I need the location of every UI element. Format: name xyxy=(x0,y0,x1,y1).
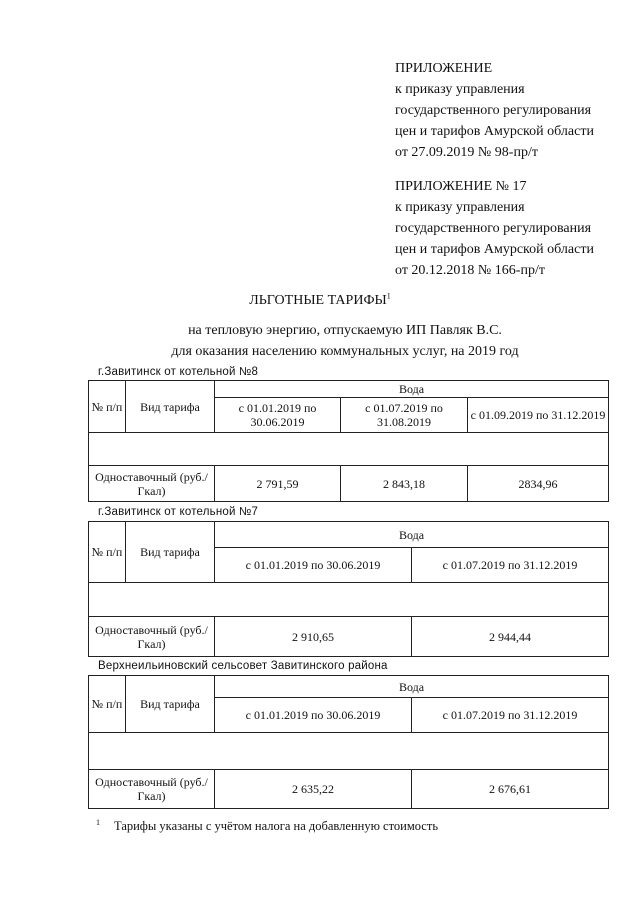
col-number-header: № п/п xyxy=(89,522,126,583)
period-header: с 01.01.2019 по 30.06.2019 xyxy=(215,548,412,583)
empty-cell xyxy=(89,433,609,466)
col-type-header: Вид тарифа xyxy=(126,381,215,433)
appendix-line: от 20.12.2018 № 166-пр/т xyxy=(395,263,545,278)
row-label: Одноставочный (руб./Гкал) xyxy=(89,466,215,502)
period-header: с 01.01.2019 по 30.06.2019 xyxy=(215,398,341,433)
tariff-value: 2 635,22 xyxy=(215,770,412,809)
footnote xyxy=(96,818,438,834)
appendix-header-1 xyxy=(395,58,594,163)
period-header: с 01.07.2019 по 31.12.2019 xyxy=(412,698,609,733)
footnote-text: Тарифы указаны с учётом налога на добавленную стоимость xyxy=(114,819,439,834)
table-row xyxy=(89,770,609,809)
col-number-header: № п/п xyxy=(89,381,126,433)
row-label: Одноставочный (руб./Гкал) xyxy=(89,617,215,657)
tariff-value: 2 791,59 xyxy=(215,466,341,502)
tariff-table-2 xyxy=(88,521,609,657)
document-title xyxy=(0,293,640,309)
water-group-header: Вода xyxy=(215,522,609,548)
col-type-header: Вид тарифа xyxy=(126,522,215,583)
water-group-header: Вода xyxy=(215,381,609,398)
tariff-value: 2 910,65 xyxy=(215,617,412,657)
table-location: г.Завитинск от котельной №8 xyxy=(98,366,259,378)
period-header: с 01.07.2019 по 31.12.2019 xyxy=(412,548,609,583)
appendix-title: ПРИЛОЖЕНИЕ № 17 xyxy=(395,179,527,194)
table-location: Верхнеильиновский сельсовет Завитинского района xyxy=(98,660,388,672)
empty-row xyxy=(89,733,609,770)
tariff-value: 2 676,61 xyxy=(412,770,609,809)
col-type-header: Вид тарифа xyxy=(126,676,215,733)
tariff-table-3 xyxy=(88,675,609,809)
empty-cell xyxy=(89,583,609,617)
row-label: Одноставочный (руб./Гкал) xyxy=(89,770,215,809)
footnote-marker: 1 xyxy=(386,291,391,301)
period-header: с 01.09.2019 по 31.12.2019 xyxy=(468,398,609,433)
water-group-header: Вода xyxy=(215,676,609,698)
appendix-line: государственного регулирования xyxy=(395,221,592,236)
footnote-marker: 1 xyxy=(96,818,100,827)
appendix-line: от 27.09.2019 № 98-пр/т xyxy=(395,145,538,160)
empty-row xyxy=(89,433,609,466)
table-row xyxy=(89,617,609,657)
appendix-line: цен и тарифов Амурской области xyxy=(395,242,594,257)
period-header: с 01.01.2019 по 30.06.2019 xyxy=(215,698,412,733)
empty-cell xyxy=(89,733,609,770)
tariff-value: 2 944,44 xyxy=(412,617,609,657)
tariff-value: 2834,96 xyxy=(468,466,609,502)
table-row xyxy=(89,466,609,502)
subtitle-line: на тепловую энергию, отпускаемую ИП Павляк В.С. xyxy=(188,323,502,338)
col-number-header: № п/п xyxy=(89,676,126,733)
appendix-line: государственного регулирования xyxy=(395,103,592,118)
appendix-line: к приказу управления xyxy=(395,82,525,97)
appendix-title: ПРИЛОЖЕНИЕ xyxy=(395,61,493,76)
empty-row xyxy=(89,583,609,617)
document-subtitle xyxy=(0,320,640,362)
tariff-value: 2 843,18 xyxy=(341,466,468,502)
appendix-line: к приказу управления xyxy=(395,200,525,215)
document-title-text: ЛЬГОТНЫЕ ТАРИФЫ xyxy=(249,293,387,308)
subtitle-line: для оказания населению коммунальных услуг, на 2019 год xyxy=(171,344,519,359)
tariff-table-1 xyxy=(88,380,609,502)
appendix-header-2 xyxy=(395,176,594,281)
table-location: г.Завитинск от котельной №7 xyxy=(98,506,259,518)
period-header: с 01.07.2019 по 31.08.2019 xyxy=(341,398,468,433)
appendix-line: цен и тарифов Амурской области xyxy=(395,124,594,139)
